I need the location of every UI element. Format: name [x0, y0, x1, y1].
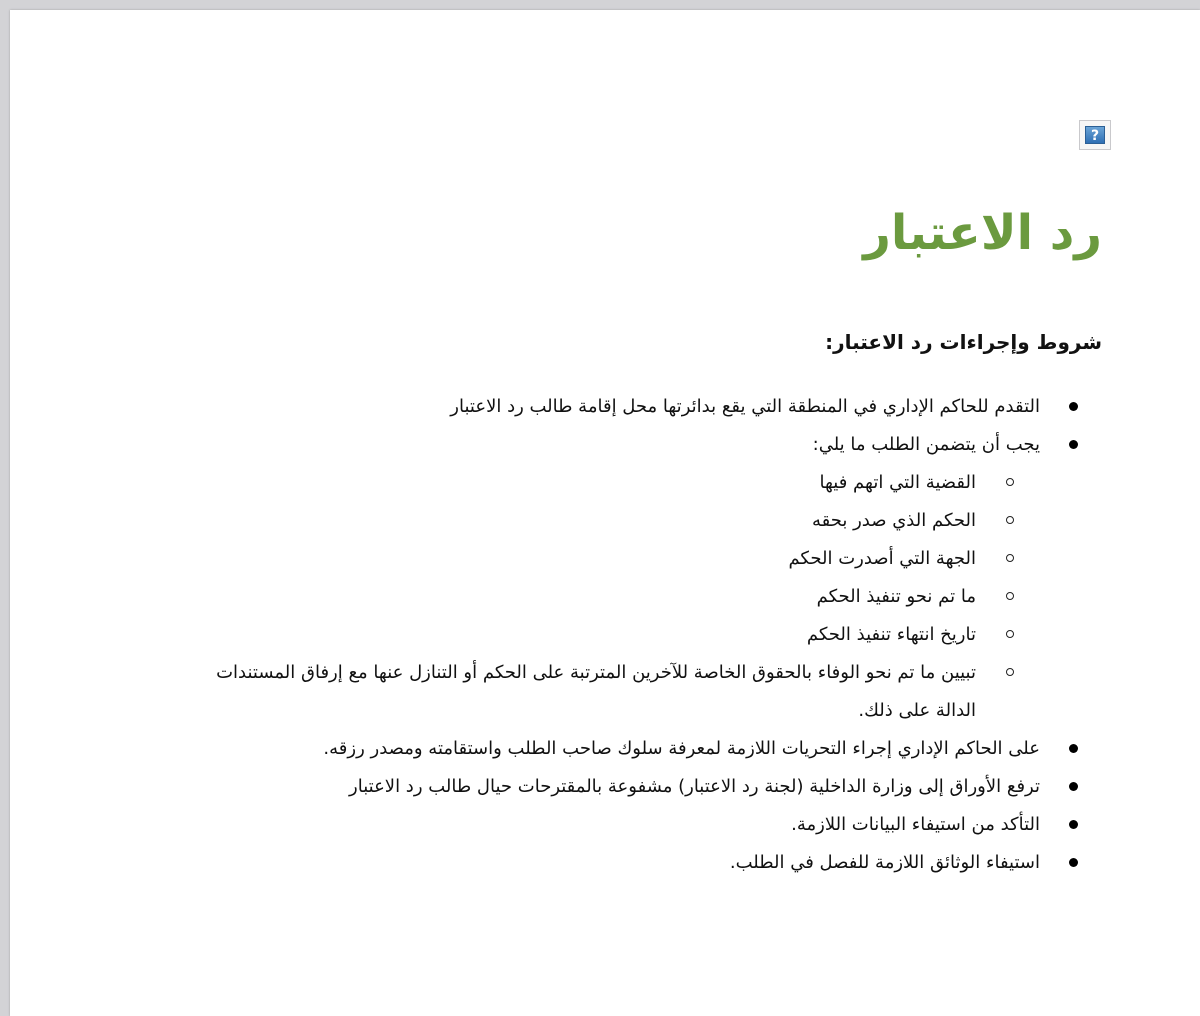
request-contents-list: [190, 464, 1040, 730]
conditions-list: [190, 388, 1040, 882]
page-title: رد الاعتبار: [863, 205, 1102, 261]
help-icon[interactable]: [1079, 120, 1111, 150]
sub-list-item: [190, 540, 976, 578]
list-item-text: على الحاكم الإداري إجراء التحريات اللازمة لمعرفة سلوك صاحب الطلب واستقامته ومصدر رزقه.: [323, 738, 1040, 759]
list-item: [190, 426, 1040, 730]
list-item: [190, 388, 1040, 426]
bullet-icon: [1069, 744, 1078, 753]
help-icon-glyph: ?: [1085, 126, 1105, 144]
circle-bullet-icon: [1006, 516, 1014, 524]
list-item-text: التأكد من استيفاء البيانات اللازمة.: [791, 814, 1040, 835]
sub-list-item-text: تاريخ انتهاء تنفيذ الحكم: [806, 624, 976, 645]
circle-bullet-icon: [1006, 668, 1014, 676]
bullet-icon: [1069, 440, 1078, 449]
list-item-text: يجب أن يتضمن الطلب ما يلي:: [812, 434, 1040, 455]
circle-bullet-icon: [1006, 592, 1014, 600]
sub-list-item: [190, 654, 976, 730]
bullet-icon: [1069, 858, 1078, 867]
list-item: [190, 844, 1040, 882]
list-item-text: ترفع الأوراق إلى وزارة الداخلية (لجنة رد الاعتبار) مشفوعة بالمقترحات حيال طالب رد الاعتبار: [349, 776, 1040, 797]
list-item: [190, 768, 1040, 806]
circle-bullet-icon: [1006, 630, 1014, 638]
sub-list-item-text: الجهة التي أصدرت الحكم: [788, 548, 976, 569]
circle-bullet-icon: [1006, 554, 1014, 562]
sub-list-item: [190, 616, 976, 654]
circle-bullet-icon: [1006, 478, 1014, 486]
list-item: [190, 730, 1040, 768]
sub-list-item-text: ما تم نحو تنفيذ الحكم: [816, 586, 976, 607]
bullet-icon: [1069, 782, 1078, 791]
document-page: [10, 10, 1200, 1016]
list-item: [190, 806, 1040, 844]
sub-list-item: [190, 578, 976, 616]
list-item-text: التقدم للحاكم الإداري في المنطقة التي يقع بدائرتها محل إقامة طالب رد الاعتبار: [450, 396, 1040, 417]
sub-list-item: [190, 464, 976, 502]
sub-list-item-text: الحكم الذي صدر بحقه: [811, 510, 976, 531]
list-item-text: استيفاء الوثائق اللازمة للفصل في الطلب.: [729, 852, 1040, 873]
section-heading: شروط وإجراءات رد الاعتبار:: [825, 330, 1102, 354]
bullet-icon: [1069, 402, 1078, 411]
sub-list-item-text: تبيين ما تم نحو الوفاء بالحقوق الخاصة للآخرين المترتبة على الحكم أو التنازل عنها مع إرفاق المستندات الدالة على ذلك.: [216, 662, 976, 721]
sub-list-item-text: القضية التي اتهم فيها: [819, 472, 976, 493]
sub-list-item: [190, 502, 976, 540]
bullet-icon: [1069, 820, 1078, 829]
